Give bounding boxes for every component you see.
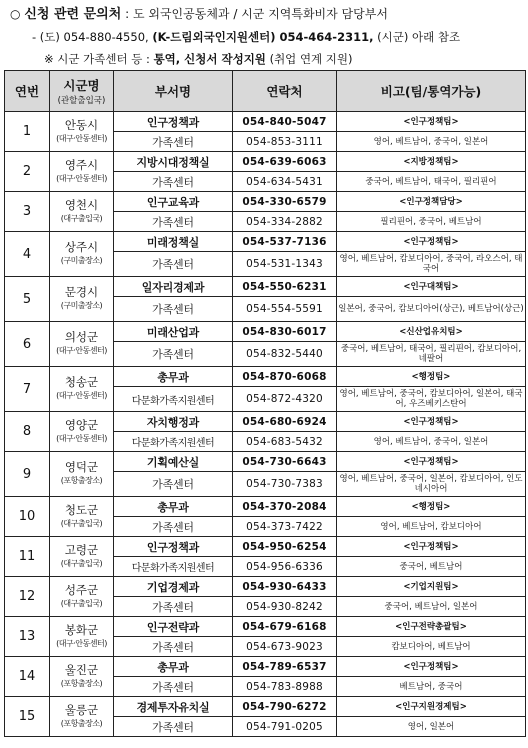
region-name: 안동시 xyxy=(64,117,99,132)
region-office: (대구·안동센터) xyxy=(56,391,107,400)
region-cell xyxy=(50,452,114,497)
row-number: 2 xyxy=(5,152,50,192)
family-center-name: 가족센터 xyxy=(114,677,233,697)
region-name: 울진군 xyxy=(64,662,99,677)
table-row xyxy=(5,697,526,717)
family-center-languages: 영어, 베트남어, 중국어, 일본어 xyxy=(337,432,526,452)
dept-phone: 054-370-2084 xyxy=(233,497,337,517)
header-region-sub: (관할출입국) xyxy=(57,96,106,106)
region-name: 고령군 xyxy=(64,542,99,557)
dept-phone: 054-537-7136 xyxy=(233,232,337,252)
region-office: (포항출장소) xyxy=(60,678,103,688)
family-center-note xyxy=(6,48,522,70)
family-center-label: 시군 가족센터 등 : xyxy=(57,52,150,66)
region-office: (포항출장소) xyxy=(60,718,103,728)
dept-team: <인구정책팀> xyxy=(337,412,526,432)
dept-phone: 054-830-6017 xyxy=(233,322,337,342)
table-row xyxy=(5,497,526,517)
row-number: 3 xyxy=(5,192,50,232)
city-contact-note: (시군) 아래 참조 xyxy=(377,30,461,44)
family-center-languages: 영어, 베트남어, 중국어, 일본어, 캄보디아어, 인도네시아어 xyxy=(337,472,526,497)
region-cell xyxy=(50,657,114,697)
dept-name: 미래정책실 xyxy=(114,232,233,252)
row-number: 8 xyxy=(5,412,50,452)
dept-name: 인구전략과 xyxy=(114,617,233,637)
region-name: 영천시 xyxy=(64,197,99,212)
dept-phone: 054-789-6537 xyxy=(233,657,337,677)
region-cell xyxy=(50,192,114,232)
family-center-name: 가족센터 xyxy=(114,517,233,537)
family-center-languages: 필리핀어, 중국어, 베트남어 xyxy=(337,212,526,232)
region-office: (포항출장소) xyxy=(60,476,103,485)
region-cell xyxy=(50,412,114,452)
dept-team: <인구정책팀> xyxy=(337,232,526,252)
dept-name: 기획예산실 xyxy=(114,452,233,472)
family-center-languages: 중국어, 베트남어, 태국어, 필리핀어, 캄보디아어, 네팔어 xyxy=(337,342,526,367)
dept-name: 경제투자유치실 xyxy=(114,697,233,717)
dept-team: <인구정책담당> xyxy=(337,192,526,212)
dept-name: 총무과 xyxy=(114,657,233,677)
family-center-service: 통역, 신청서 작성지원 xyxy=(153,52,266,66)
family-center-phone: 054-673-9023 xyxy=(233,637,337,657)
table-row xyxy=(5,367,526,387)
region-cell xyxy=(50,367,114,412)
dept-team: <인구정책팀> xyxy=(337,452,526,472)
family-center-phone: 054-791-0205 xyxy=(233,717,337,737)
kdream-contact: (K-드림외국인지원센터) 054-464-2311, xyxy=(152,30,374,44)
region-office: (대구·안동센터) xyxy=(56,133,107,143)
family-center-phone: 054-373-7422 xyxy=(233,517,337,537)
region-cell xyxy=(50,112,114,152)
family-center-name: 다문화가족지원센터 xyxy=(114,387,233,412)
dept-name: 자치행정과 xyxy=(114,412,233,432)
region-name: 영덕군 xyxy=(64,460,99,474)
family-center-languages: 중국어, 베트남어 xyxy=(337,557,526,577)
table-header-row xyxy=(5,71,526,112)
table-row xyxy=(5,452,526,472)
family-center-name: 가족센터 xyxy=(114,597,233,617)
region-name: 울릉군 xyxy=(64,702,99,717)
family-center-languages: 영어, 베트남어, 캄보디아어 xyxy=(337,517,526,537)
row-number: 15 xyxy=(5,697,50,737)
dept-phone: 054-790-6272 xyxy=(233,697,337,717)
dept-name: 기업경제과 xyxy=(114,577,233,597)
row-number: 10 xyxy=(5,497,50,537)
table-row xyxy=(5,322,526,342)
dept-phone: 054-679-6168 xyxy=(233,617,337,637)
dept-phone: 054-730-6643 xyxy=(233,452,337,472)
dept-phone: 054-930-6433 xyxy=(233,577,337,597)
family-center-languages: 영어, 베트남어, 중국어, 캄보디아어, 일본어, 태국어, 우즈베키스탄어 xyxy=(337,387,526,412)
family-center-name: 가족센터 xyxy=(114,637,233,657)
dept-team: <행정팀> xyxy=(337,497,526,517)
family-center-phone: 054-634-5431 xyxy=(233,172,337,192)
row-number: 12 xyxy=(5,577,50,617)
family-center-languages: 영어, 베트남어, 중국어, 일본어 xyxy=(337,132,526,152)
family-center-name: 가족센터 xyxy=(114,252,233,277)
region-name: 청도군 xyxy=(64,502,99,517)
family-center-phone: 054-531-1343 xyxy=(233,252,337,277)
table-row xyxy=(5,412,526,432)
dept-phone: 054-639-6063 xyxy=(233,152,337,172)
dept-team: <기업지원팀> xyxy=(337,577,526,597)
region-name: 상주시 xyxy=(64,240,99,254)
row-number: 13 xyxy=(5,617,50,657)
family-center-extra: (취업 연계 지원) xyxy=(269,52,353,66)
header-no: 연번 xyxy=(5,71,50,112)
circle-bullet-icon: ○ xyxy=(10,7,21,21)
family-center-phone: 054-930-8242 xyxy=(233,597,337,617)
region-cell xyxy=(50,617,114,657)
dept-team: <행정팀> xyxy=(337,367,526,387)
dept-team: <인구지원경제팀> xyxy=(337,697,526,717)
row-number: 5 xyxy=(5,277,50,322)
region-office: (대구·안동센터) xyxy=(56,173,107,183)
family-center-name: 가족센터 xyxy=(114,297,233,322)
family-center-name: 가족센터 xyxy=(114,717,233,737)
region-cell xyxy=(50,537,114,577)
family-center-name: 가족센터 xyxy=(114,132,233,152)
inquiry-departments: : 도 외국인공동체과 / 시군 지역특화비자 담당부서 xyxy=(125,7,388,21)
region-office: (대구출입국) xyxy=(60,213,103,223)
row-number: 14 xyxy=(5,657,50,697)
dept-name: 인구정책과 xyxy=(114,112,233,132)
family-center-languages: 영어, 일본어 xyxy=(337,717,526,737)
family-center-phone: 054-783-8988 xyxy=(233,677,337,697)
family-center-name: 가족센터 xyxy=(114,172,233,192)
dept-name: 인구정책과 xyxy=(114,537,233,557)
row-number: 6 xyxy=(5,322,50,367)
dept-team: <인구정책팀> xyxy=(337,657,526,677)
header-phone: 연락처 xyxy=(233,71,337,112)
region-name: 영주시 xyxy=(64,157,99,172)
region-name: 의성군 xyxy=(64,330,99,344)
region-office: (대구출입국) xyxy=(60,598,103,608)
family-center-name: 가족센터 xyxy=(114,342,233,367)
region-office: (대구출입국) xyxy=(60,558,103,568)
dept-team: <인구정책팀> xyxy=(337,112,526,132)
region-cell xyxy=(50,322,114,367)
region-cell xyxy=(50,697,114,737)
region-office: (대구출입국) xyxy=(60,518,103,528)
region-cell xyxy=(50,152,114,192)
dept-team: <인구대책팀> xyxy=(337,277,526,297)
contact-line xyxy=(6,26,522,48)
region-office: (대구·안동센터) xyxy=(56,433,107,443)
family-center-phone: 054-554-5591 xyxy=(233,297,337,322)
dept-name: 지방시대정책실 xyxy=(114,152,233,172)
region-office: (구미출장소) xyxy=(60,256,103,265)
dept-team: <인구전략총괄팀> xyxy=(337,617,526,637)
header-region-label: 시군명 xyxy=(63,78,100,93)
row-number: 4 xyxy=(5,232,50,277)
table-row xyxy=(5,617,526,637)
table-row xyxy=(5,192,526,212)
table-row xyxy=(5,112,526,132)
family-center-phone: 054-730-7383 xyxy=(233,472,337,497)
table-body xyxy=(5,112,526,737)
family-center-languages: 영어, 베트남어, 캄보디아어, 중국어, 라오스어, 태국어 xyxy=(337,252,526,277)
family-center-languages: 캄보디아어, 베트남어 xyxy=(337,637,526,657)
province-contact: - (도) 054-880-4550, xyxy=(32,30,149,44)
dept-team: <신산업유치팀> xyxy=(337,322,526,342)
region-office: (대구·안동센터) xyxy=(56,638,107,648)
dept-phone: 054-550-6231 xyxy=(233,277,337,297)
header-remark: 비고(팀/통역가능) xyxy=(337,71,526,112)
table-row xyxy=(5,277,526,297)
family-center-languages: 중국어, 베트남어, 일본어 xyxy=(337,597,526,617)
family-center-phone: 054-832-5440 xyxy=(233,342,337,367)
header-dept: 부서명 xyxy=(114,71,233,112)
family-center-phone: 054-853-3111 xyxy=(233,132,337,152)
inquiry-title: 신청 관련 문의처 xyxy=(24,7,122,22)
table-row xyxy=(5,232,526,252)
family-center-languages: 베트남어, 중국어 xyxy=(337,677,526,697)
dept-name: 총무과 xyxy=(114,367,233,387)
family-center-phone: 054-683-5432 xyxy=(233,432,337,452)
dept-name: 일자리경제과 xyxy=(114,277,233,297)
dept-phone: 054-870-6068 xyxy=(233,367,337,387)
dept-team: <인구정책팀> xyxy=(337,537,526,557)
family-center-languages: 중국어, 베트남어, 태국어, 필리핀어 xyxy=(337,172,526,192)
family-center-name: 다문화가족지원센터 xyxy=(114,432,233,452)
table-row xyxy=(5,577,526,597)
table-row xyxy=(5,537,526,557)
row-number: 9 xyxy=(5,452,50,497)
region-name: 성주군 xyxy=(64,582,99,597)
row-number: 1 xyxy=(5,112,50,152)
reference-mark-icon: ※ xyxy=(44,52,54,66)
notice-header xyxy=(0,0,528,70)
table-row xyxy=(5,657,526,677)
dept-name: 미래산업과 xyxy=(114,322,233,342)
family-center-name: 다문화가족지원센터 xyxy=(114,557,233,577)
dept-phone: 054-680-6924 xyxy=(233,412,337,432)
family-center-phone: 054-334-2882 xyxy=(233,212,337,232)
region-office: (대구·안동센터) xyxy=(56,346,107,355)
region-name: 문경시 xyxy=(64,285,99,299)
dept-name: 인구교육과 xyxy=(114,192,233,212)
region-cell xyxy=(50,497,114,537)
region-office: (구미출장소) xyxy=(60,301,103,310)
contact-table xyxy=(4,70,526,737)
region-cell xyxy=(50,232,114,277)
dept-name: 총무과 xyxy=(114,497,233,517)
region-name: 봉화군 xyxy=(64,622,99,637)
dept-phone: 054-840-5047 xyxy=(233,112,337,132)
dept-team: <지방정책팀> xyxy=(337,152,526,172)
family-center-phone: 054-956-6336 xyxy=(233,557,337,577)
region-cell xyxy=(50,277,114,322)
dept-phone: 054-330-6579 xyxy=(233,192,337,212)
table-row xyxy=(5,152,526,172)
header-region xyxy=(50,71,114,112)
family-center-phone: 054-872-4320 xyxy=(233,387,337,412)
region-cell xyxy=(50,577,114,617)
family-center-languages: 일본어, 중국어, 캄보디아어(상근), 베트남어(상근) xyxy=(337,297,526,322)
family-center-name: 가족센터 xyxy=(114,212,233,232)
row-number: 11 xyxy=(5,537,50,577)
row-number: 7 xyxy=(5,367,50,412)
inquiry-title-line xyxy=(6,3,522,26)
region-name: 영양군 xyxy=(64,417,99,432)
dept-phone: 054-950-6254 xyxy=(233,537,337,557)
region-name: 청송군 xyxy=(64,375,99,389)
family-center-name: 가족센터 xyxy=(114,472,233,497)
